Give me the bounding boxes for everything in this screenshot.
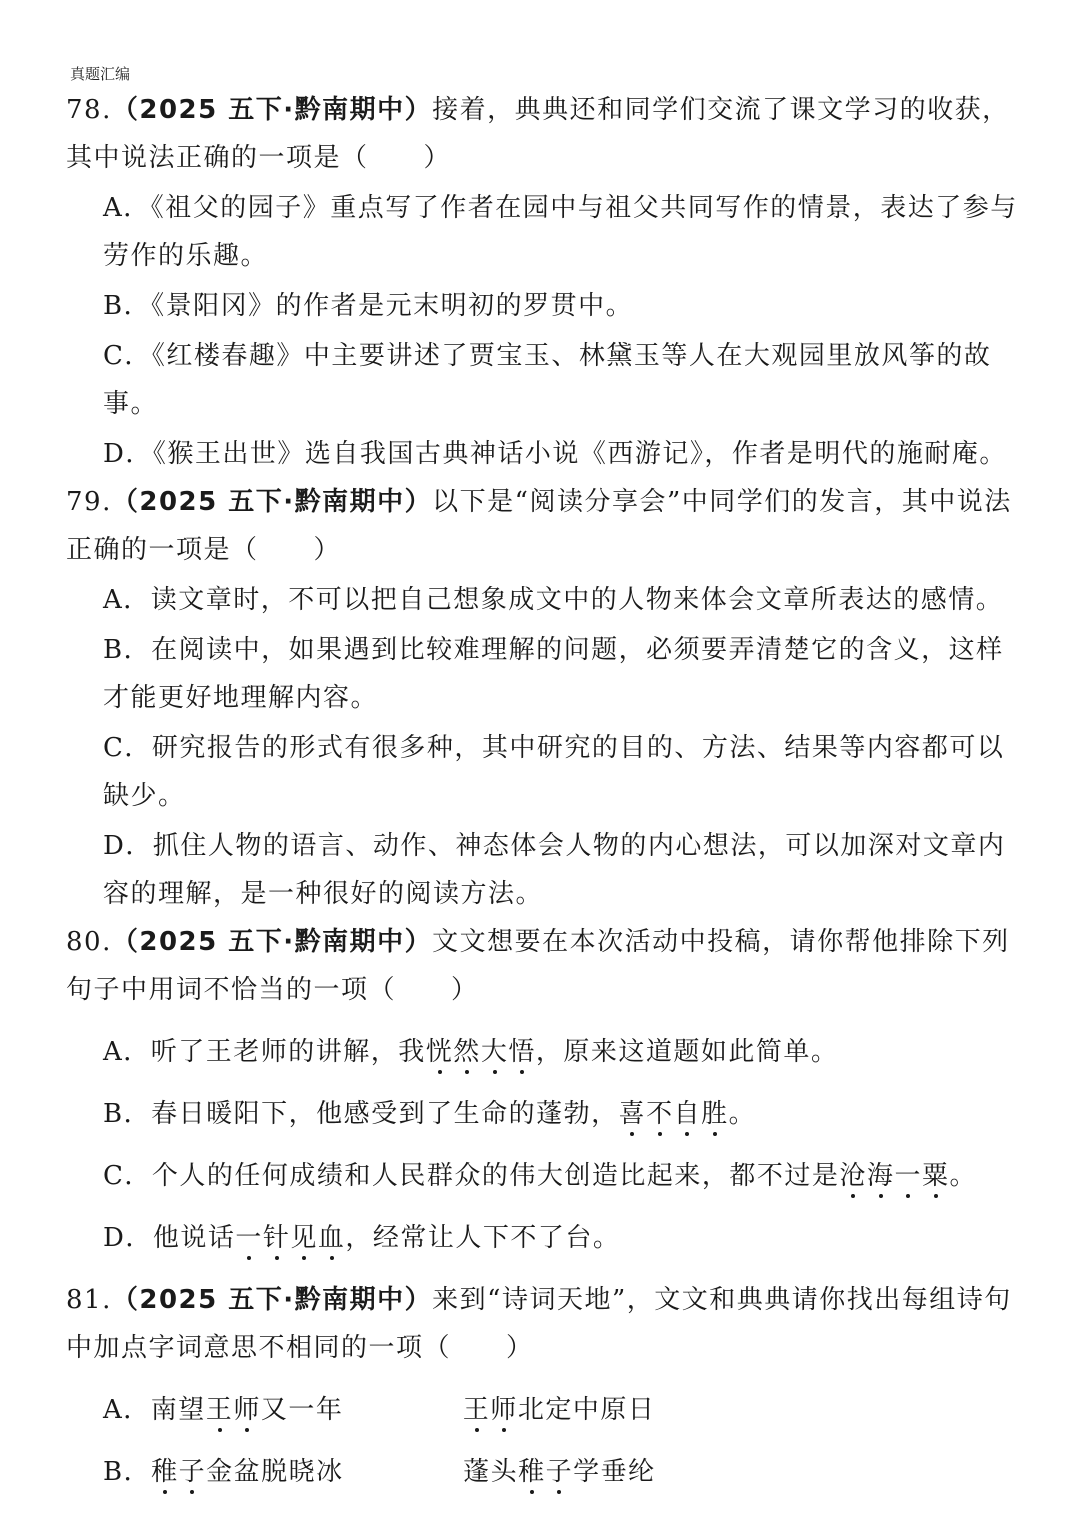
poem-post-text: 北定中原日 (517, 1395, 656, 1425)
question-79-text: 以下是“阅读分享会”中同学们的发言，其中说法正确的一项是（ ） (66, 487, 1012, 565)
dotted-char: 喜 (618, 1099, 647, 1129)
dotted-char: 一 (894, 1161, 922, 1191)
dotted-char: 王 (205, 1395, 234, 1425)
option-pre-text: B．春日暖阳下，他感受到了生命的蓬勃， (103, 1099, 619, 1129)
question-78-option-b: B．《景阳冈》的作者是元末明初的罗贯中。 (103, 291, 634, 321)
option-label: B． (103, 1457, 152, 1487)
question-80-text: 文文想要在本次活动中投稿，请你帮他排除下列句子中用词不恰当的一项（ ） (66, 927, 1010, 1005)
question-78-stem (66, 86, 1026, 182)
dotted-char: 一 (235, 1223, 263, 1253)
question-78-option-c: C．《红楼春趣》中主要讲述了贾宝玉、林黛玉等人在大观园里放风筝的故事。 (103, 341, 992, 419)
dotted-char: 师 (490, 1395, 518, 1425)
poem-line-first (151, 1386, 463, 1434)
dotted-char: 子 (545, 1457, 574, 1487)
dotted-char: 沧 (839, 1161, 867, 1191)
question-80-option-d (66, 1214, 1026, 1262)
option-post-text: ，经常让人下不了台。 (345, 1223, 621, 1253)
option-post-text: 。 (728, 1099, 757, 1129)
option-pre-text: A．听了王老师的讲解，我 (103, 1037, 426, 1067)
question-79-option-a: A．读文章时，不可以把自己想象成文中的人物来体会文章所表达的感情。 (103, 585, 1004, 615)
question-79-option-b: B．在阅读中，如果遇到比较难理解的问题，必须要弄清楚它的含义，这样才能更好地理解内容。 (103, 635, 1004, 713)
poem-line-second (463, 1457, 656, 1487)
option-pre-text: D．他说话 (103, 1223, 236, 1253)
question-81-stem (66, 1276, 1026, 1372)
question-78-tag: （2025 五下·黔南期中） (111, 95, 433, 125)
option-label: A． (103, 1395, 151, 1425)
question-79-option-d: D．抓住人物的语言、动作、神态体会人物的内心想法，可以加深对文章内容的理解，是一种很好的阅读方法。 (103, 831, 1006, 909)
dotted-char: 针 (262, 1223, 291, 1253)
question-78-text: 接着，典典还和同学们交流了课文学习的收获，其中说法正确的一项是（ ） (66, 95, 1010, 173)
dotted-char: 子 (178, 1457, 207, 1487)
dotted-char: 大 (480, 1037, 509, 1067)
header-label: 真题汇编 (70, 65, 131, 83)
dotted-char: 胜 (701, 1099, 729, 1129)
poem-post-text: 学垂纶 (573, 1457, 656, 1487)
dotted-char: 王 (462, 1395, 491, 1425)
poem-line-second (463, 1395, 656, 1425)
dotted-char: 血 (317, 1223, 346, 1253)
question-81-text: 来到“诗词天地”，文文和典典请你找出每组诗句中加点字词意思不相同的一项（ ） (66, 1285, 1012, 1363)
question-80-option-c (66, 1152, 1026, 1200)
dotted-char: 稚 (518, 1457, 546, 1487)
dotted-char: 粟 (921, 1161, 950, 1191)
poem-pre-text: 蓬头 (463, 1457, 519, 1487)
dotted-char: 自 (673, 1099, 702, 1129)
poem-line-first (151, 1448, 463, 1496)
poem-pre-text: 南望 (150, 1395, 206, 1425)
question-81-number: 81. (66, 1285, 112, 1315)
question-80-tag: （2025 五下·黔南期中） (111, 927, 433, 957)
dotted-char: 不 (646, 1099, 674, 1129)
dotted-char: 稚 (151, 1457, 179, 1487)
question-79-number: 79. (66, 487, 112, 517)
poem-post-text: 又一年 (260, 1395, 344, 1425)
question-81-tag: （2025 五下·黔南期中） (111, 1285, 433, 1315)
dotted-char: 海 (866, 1161, 895, 1191)
question-81-option-a (66, 1386, 1026, 1434)
question-79-option-c: C．研究报告的形式有很多种，其中研究的目的、方法、结果等内容都可以缺少。 (103, 733, 1005, 811)
option-pre-text: C．个人的任何成绩和人民群众的伟大创造比起来，都不过是 (103, 1161, 840, 1191)
question-80-number: 80. (66, 927, 112, 957)
option-post-text: 。 (949, 1161, 977, 1191)
dotted-char: 恍 (425, 1037, 454, 1067)
question-79-tag: （2025 五下·黔南期中） (111, 487, 433, 517)
question-78-number: 78. (66, 95, 112, 125)
question-list (66, 86, 1026, 1496)
dotted-char: 师 (233, 1395, 261, 1425)
question-79-stem (66, 478, 1026, 574)
question-78-option-d: D．《猴王出世》选自我国古典神话小说《西游记》，作者是明代的施耐庵。 (103, 439, 1007, 469)
question-81-option-b (66, 1448, 1026, 1496)
dotted-char: 悟 (508, 1037, 536, 1067)
question-80-stem (66, 918, 1026, 1014)
question-80-option-b (66, 1090, 1026, 1138)
dotted-char: 见 (290, 1223, 318, 1253)
question-80-option-a (66, 1028, 1026, 1076)
option-post-text: ，原来这道题如此简单。 (535, 1037, 839, 1067)
dotted-char: 然 (453, 1037, 481, 1067)
question-78-option-a: A．《祖父的园子》重点写了作者在园中与祖父共同写作的情景，表达了参与劳作的乐趣。 (103, 193, 1018, 271)
poem-post-text: 金盆脱晓冰 (206, 1457, 344, 1487)
